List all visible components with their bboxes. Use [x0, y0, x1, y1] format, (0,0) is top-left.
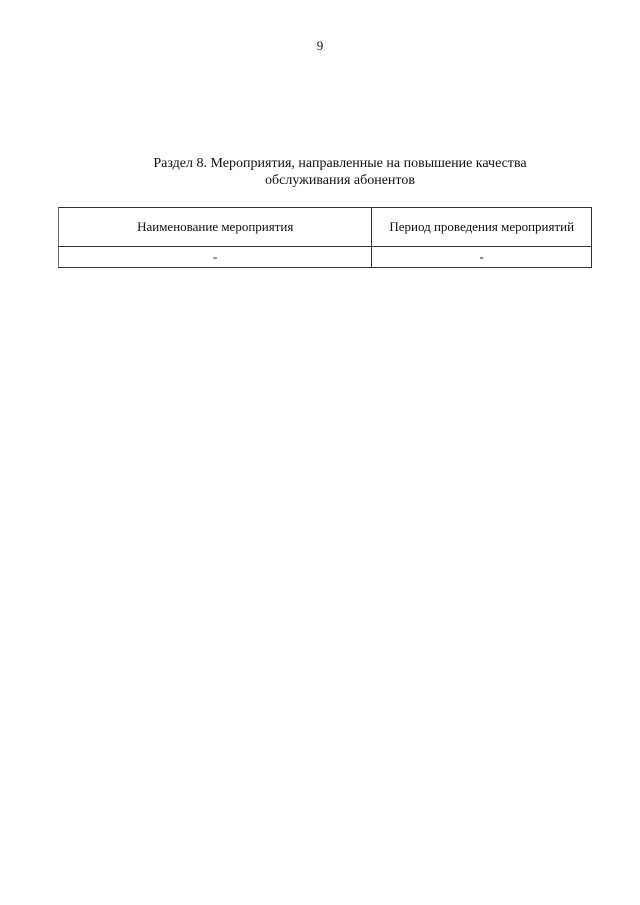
events-table [58, 207, 592, 268]
section-title-line-1: Раздел 8. Мероприятия, направленные на повышение качества [153, 156, 527, 171]
table-row [59, 247, 592, 268]
section-title [90, 155, 590, 189]
cell-event-period: - [372, 247, 592, 268]
header-event-name: Наименование мероприятия [59, 208, 372, 247]
table-header-row [59, 208, 592, 247]
header-event-period: Период проведения мероприятий [372, 208, 592, 247]
page-number: 9 [316, 38, 324, 53]
section-title-line-2: обслуживания абонентов [265, 173, 415, 188]
cell-event-name: - [59, 247, 372, 268]
